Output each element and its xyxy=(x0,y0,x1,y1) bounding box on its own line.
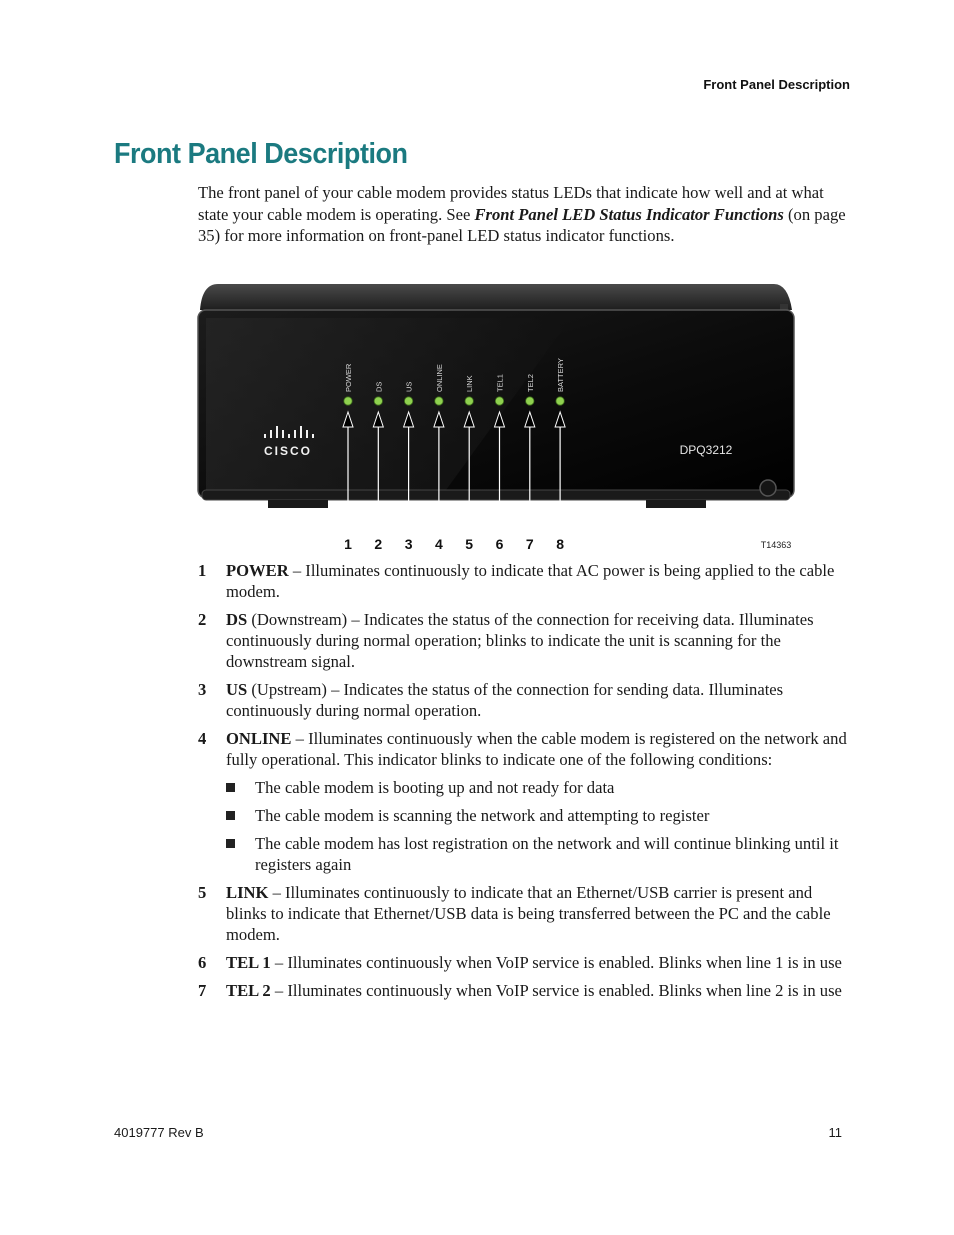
item-term: US xyxy=(226,680,248,699)
running-header: Front Panel Description xyxy=(703,77,850,92)
led-us-icon xyxy=(404,397,412,405)
led-link-icon xyxy=(465,397,473,405)
bullet-text: The cable modem is booting up and not ready for data xyxy=(255,778,615,797)
list-item-ds xyxy=(198,609,853,672)
callout-number-1: 1 xyxy=(344,536,352,552)
led-label-tel2: TEL2 xyxy=(525,374,535,392)
condition-bullet-list xyxy=(226,777,853,875)
led-label-power: POWER xyxy=(344,363,353,392)
cross-reference-link[interactable]: Front Panel LED Status Indicator Functions xyxy=(474,204,784,224)
item-number: 2 xyxy=(198,610,207,629)
led-label-link: LINK xyxy=(465,375,475,392)
item-number: 5 xyxy=(198,883,207,902)
led-battery-icon xyxy=(556,397,564,405)
document-id: 4019777 Rev B xyxy=(114,1125,204,1140)
item-text: (Downstream) – Indicates the status of the connection for receiving data. Illuminates continuously during normal operation; blinks to indicate the unit is scanning for the downstream signal. xyxy=(226,610,814,671)
square-bullet-icon xyxy=(226,839,235,848)
list-item-tel1 xyxy=(198,952,853,973)
led-power-icon xyxy=(344,397,352,405)
item-number: 7 xyxy=(198,981,207,1000)
item-text: – Illuminates continuously when VoIP service is enabled. Blinks when line 2 is in use xyxy=(270,981,842,1000)
led-tel2-icon xyxy=(526,397,534,405)
callout-number-5: 5 xyxy=(465,536,474,552)
item-text: – Illuminates continuously when VoIP service is enabled. Blinks when line 1 is in use xyxy=(270,953,842,972)
led-label-us: US xyxy=(404,381,414,392)
callout-number-3: 3 xyxy=(404,536,413,552)
led-label-online: ONLINE xyxy=(434,364,444,392)
modem-top-shell xyxy=(200,284,792,310)
callout-number-8: 8 xyxy=(556,536,564,552)
led-label-ds: DS xyxy=(374,381,384,392)
list-item-link xyxy=(198,882,853,945)
modem-foot xyxy=(646,500,706,508)
page-title: Front Panel Description xyxy=(114,138,408,170)
list-item-us xyxy=(198,679,853,721)
led-label-battery: BATTERY xyxy=(556,358,566,392)
item-term: POWER xyxy=(226,561,289,580)
item-text: (Upstream) – Indicates the status of the connection for sending data. Illuminates continuously during normal operation. xyxy=(226,680,784,720)
bullet-item xyxy=(226,777,853,798)
model-label: DPQ3212 xyxy=(679,443,733,457)
intro-paragraph xyxy=(198,182,848,247)
item-term: TEL 2 xyxy=(226,981,271,1000)
brand-wordmark: CISCO xyxy=(263,444,313,458)
led-description-list xyxy=(198,560,853,1008)
modem-foot xyxy=(268,500,328,508)
list-item-tel2 xyxy=(198,980,853,1001)
bullet-text: The cable modem has lost registration on the network and will continue blinking until it registers again xyxy=(255,834,839,874)
item-text: – Illuminates continuously when the cable modem is registered on the network and fully operational. This indicator blinks to indicate one of the following conditions: xyxy=(226,729,847,769)
item-number: 6 xyxy=(198,953,207,972)
bullet-text: The cable modem is scanning the network and attempting to register xyxy=(255,806,710,825)
led-online-icon xyxy=(435,397,443,405)
list-item-power xyxy=(198,560,853,602)
item-term: LINK xyxy=(226,883,269,902)
callout-number-6: 6 xyxy=(495,536,504,552)
item-number: 3 xyxy=(198,680,207,699)
bullet-item xyxy=(226,833,853,875)
page-number: 11 xyxy=(828,1125,842,1140)
list-item-online xyxy=(198,728,853,875)
led-label-tel1: TEL1 xyxy=(495,374,505,392)
item-text: – Illuminates continuously to indicate that an Ethernet/USB carrier is present and blinks to indicate that Ethernet/USB data is being transferred between the PC and the cable modem. xyxy=(226,883,831,944)
callout-number-7: 7 xyxy=(525,536,534,552)
square-bullet-icon xyxy=(226,811,235,820)
led-tel1-icon xyxy=(495,397,503,405)
front-panel-figure xyxy=(196,278,800,558)
item-term: TEL 1 xyxy=(226,953,271,972)
callout-number-4: 4 xyxy=(435,536,443,552)
callout-number-2: 2 xyxy=(374,536,383,552)
item-number: 1 xyxy=(198,561,207,580)
item-term: DS xyxy=(226,610,248,629)
item-term: ONLINE xyxy=(226,729,292,748)
figure-id: T14363 xyxy=(760,540,792,550)
item-number: 4 xyxy=(198,729,207,748)
item-text: – Illuminates continuously to indicate that AC power is being applied to the cable modem. xyxy=(226,561,835,601)
bullet-item xyxy=(226,805,853,826)
intro-text-end: (on page 35) for more information on front-panel LED status indicator functions. xyxy=(198,204,846,245)
intro-text: The front panel of your cable modem provides status LEDs that indicate how well and at what state your cable modem is operating. See xyxy=(198,183,824,224)
square-bullet-icon xyxy=(226,783,235,792)
led-ds-icon xyxy=(374,397,382,405)
